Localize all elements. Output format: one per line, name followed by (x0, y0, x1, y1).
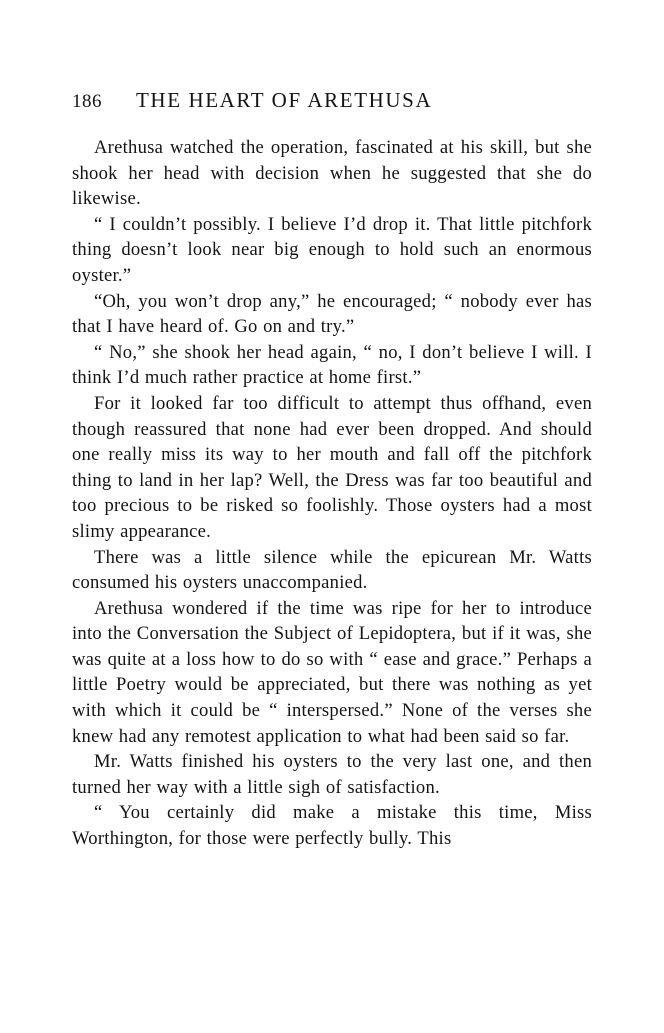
page-header (72, 88, 592, 113)
page-body (72, 135, 592, 852)
paragraph: “ No,” she shook her head again, “ no, I don’t believe I will. I think I’d much rather practice at home first.” (72, 341, 592, 389)
paragraph: “ You certainly did make a mistake this time, Miss Worthington, for those were perfectly bully. This (72, 802, 592, 850)
paragraph: “Oh, you won’t drop any,” he encouraged; “ nobody ever has that I have heard of. Go on and try.” (72, 290, 592, 338)
paragraph: There was a little silence while the epicurean Mr. Watts consumed his oysters unaccompanied. (72, 546, 592, 594)
paragraph: For it looked far too difficult to attempt thus offhand, even though reassured that none had ever been dropped. And should one really miss its way to her mouth and fall off the pitchfork thing to land in her lap? Well, the Dress was far too beautiful and too precious to be risked so foolishly. Those oysters had a most slimy appearance. (72, 392, 592, 542)
page-number: 186 (72, 91, 102, 112)
paragraph: Arethusa watched the operation, fascinated at his skill, but she shook her head with decision when he suggested that she do likewise. (72, 137, 592, 210)
paragraph: Arethusa wondered if the time was ripe for her to introduce into the Conversation the Subject of Lepidoptera, but if it was, she was quite at a loss how to do so with “ ease and grace.” Perhaps a little Poetry would be appreciated, but there was nothing as yet with which it could be “ interspersed.” None of the verses she knew had any remotest application to what had been said so far. (72, 597, 592, 747)
running-title: THE HEART OF ARETHUSA (136, 88, 433, 112)
paragraph: “ I couldn’t possibly. I believe I’d drop it. That little pitchfork thing doesn’t look near big enough to hold such an enormous oyster.” (72, 213, 592, 286)
paragraph: Mr. Watts finished his oysters to the very last one, and then turned her way with a little sigh of satisfaction. (72, 751, 592, 798)
